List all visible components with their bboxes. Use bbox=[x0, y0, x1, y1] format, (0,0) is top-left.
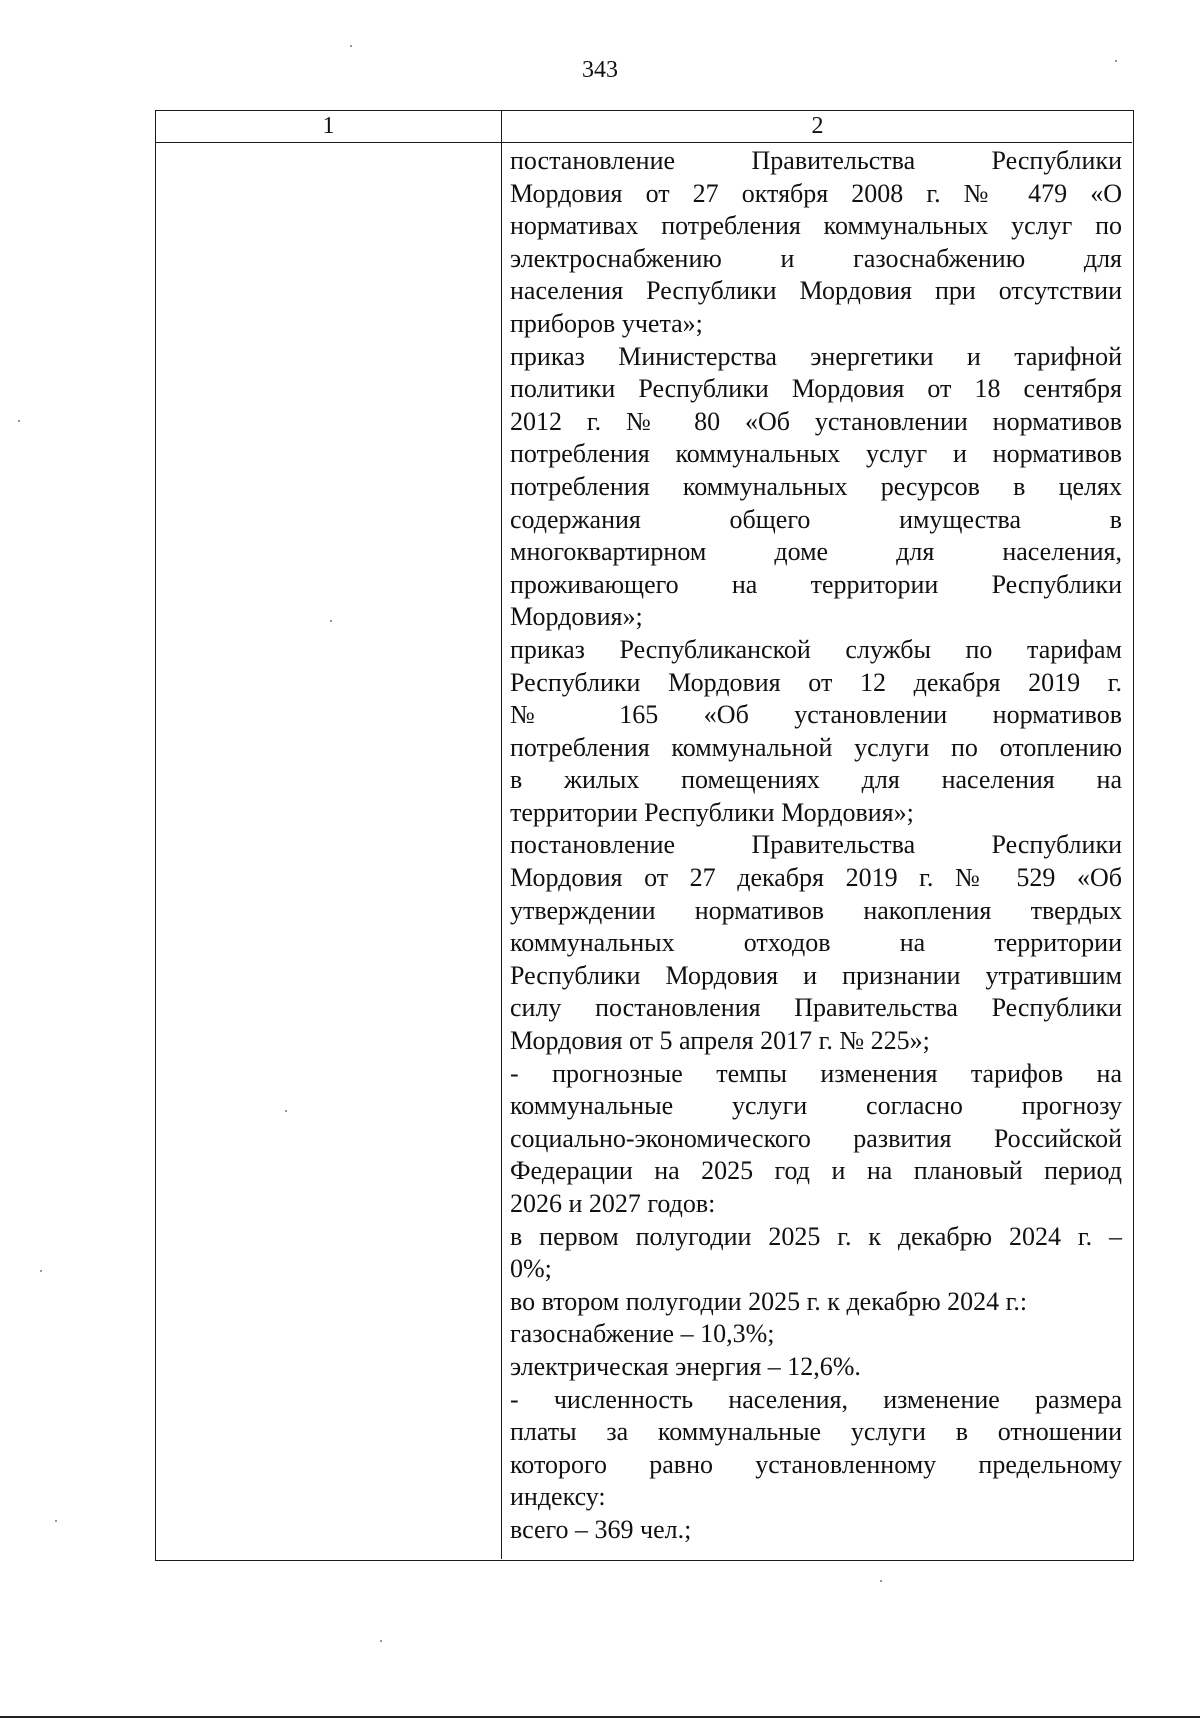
text-line: коммунальных отходов на территории bbox=[510, 928, 1122, 958]
text-line: социально-экономического развития Российской bbox=[510, 1123, 1122, 1153]
table-header-row bbox=[156, 111, 1132, 143]
text-line: электрическая энергия – 12,6%. bbox=[510, 1351, 861, 1381]
text-line: потребления коммунальных услуг и нормативов bbox=[510, 439, 1122, 469]
text-line: 2012 г. № 80 «Об установлении нормативов bbox=[510, 406, 1122, 436]
scan-speck bbox=[285, 1110, 287, 1112]
text-line: № 165 «Об установлении нормативов bbox=[510, 700, 1122, 730]
text-line: 2026 и 2027 годов: bbox=[510, 1189, 716, 1218]
text-line: - прогнозные темпы изменения тарифов на bbox=[510, 1058, 1122, 1088]
text-line: электроснабжению и газоснабжению для bbox=[510, 243, 1122, 273]
column-2-header: 2 bbox=[811, 113, 824, 139]
text-line: содержания общего имущества в bbox=[510, 504, 1122, 534]
text-line: которого равно установленному предельному bbox=[510, 1449, 1122, 1479]
text-line: Мордовия»; bbox=[510, 602, 643, 632]
text-line: Мордовия от 27 октября 2008 г. № 479 «О bbox=[510, 178, 1122, 208]
text-line: Мордовия от 27 декабря 2019 г. № 529 «Об bbox=[510, 863, 1122, 893]
text-line: платы за коммунальные услуги в отношении bbox=[510, 1417, 1122, 1447]
text-line: силу постановления Правительства Республики bbox=[510, 993, 1122, 1023]
column-divider bbox=[501, 111, 502, 1559]
text-line: политики Республики Мордовия от 18 сентября bbox=[510, 374, 1122, 404]
text-line: территории Республики Мордовия»; bbox=[510, 797, 914, 827]
text-line: Мордовия от 5 апреля 2017 г. № 225»; bbox=[510, 1026, 930, 1056]
scan-speck bbox=[1115, 60, 1117, 62]
text-line: утверждении нормативов накопления твердых bbox=[510, 895, 1122, 925]
page-number: 343 bbox=[582, 57, 618, 83]
scan-speck bbox=[55, 1520, 57, 1522]
text-line: населения Республики Мордовия при отсутствии bbox=[510, 276, 1122, 306]
text-line: потребления коммунальных ресурсов в целях bbox=[510, 471, 1122, 501]
text-line: газоснабжение – 10,3%; bbox=[510, 1319, 775, 1349]
scan-speck bbox=[880, 1580, 882, 1582]
text-line: 0%; bbox=[510, 1254, 552, 1284]
text-line: во втором полугодии 2025 г. к декабрю 2024 г.: bbox=[510, 1286, 1028, 1316]
text-line: постановление Правительства Республики bbox=[510, 830, 1122, 860]
text-line: в первом полугодии 2025 г. к декабрю 2024 г. – bbox=[510, 1221, 1122, 1251]
text-line: потребления коммунальной услуги по отоплению bbox=[510, 732, 1122, 762]
text-line: проживающего на территории Республики bbox=[510, 569, 1122, 599]
text-line: индексу: bbox=[510, 1482, 606, 1512]
text-line: постановление Правительства Республики bbox=[510, 146, 1122, 175]
scan-speck bbox=[40, 1270, 42, 1272]
scan-speck bbox=[330, 620, 332, 622]
text-line: многоквартирном доме для населения, bbox=[510, 537, 1122, 567]
text-line: приказ Республиканской службы по тарифам bbox=[510, 634, 1122, 664]
document-table bbox=[155, 110, 1134, 1561]
scan-speck bbox=[380, 1640, 382, 1642]
text-line: - численность населения, изменение размера bbox=[510, 1384, 1122, 1414]
text-line: приказ Министерства энергетики и тарифной bbox=[510, 341, 1122, 371]
column-1-header: 1 bbox=[322, 113, 335, 139]
scan-speck bbox=[18, 420, 20, 422]
scan-speck bbox=[350, 45, 352, 47]
text-line: Республики Мордовия от 12 декабря 2019 г. bbox=[510, 667, 1122, 697]
text-line: Республики Мордовия и признании утратившим bbox=[510, 960, 1122, 990]
text-line: всего – 369 чел.; bbox=[510, 1514, 692, 1544]
scan-edge-line bbox=[0, 1716, 1200, 1718]
text-line: коммунальные услуги согласно прогнозу bbox=[510, 1091, 1122, 1121]
column-2-text bbox=[510, 145, 1122, 1547]
text-line: в жилых помещениях для населения на bbox=[510, 765, 1122, 795]
text-line: приборов учета»; bbox=[510, 308, 703, 338]
text-line: Федерации на 2025 год и на плановый период bbox=[510, 1156, 1122, 1186]
text-line: нормативах потребления коммунальных услуг по bbox=[510, 211, 1122, 241]
